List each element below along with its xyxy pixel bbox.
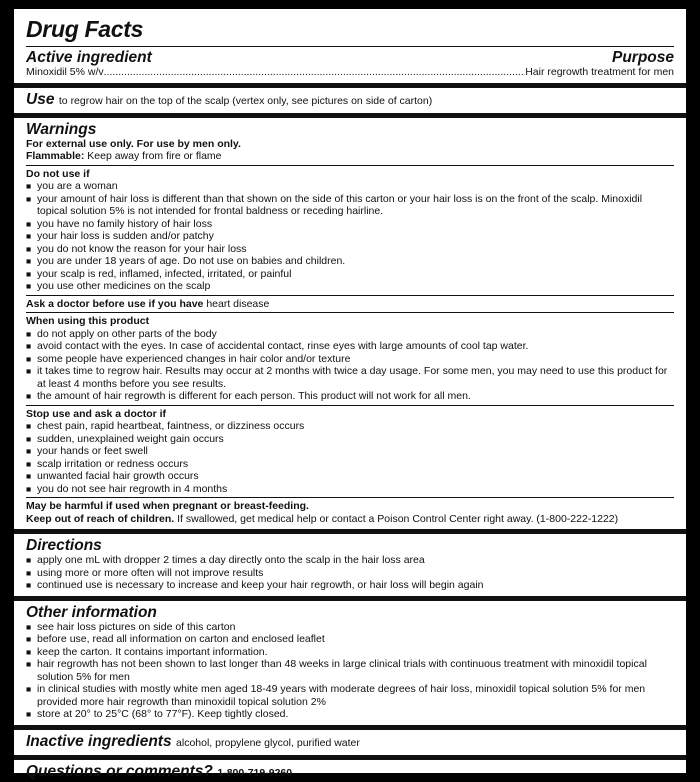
ask-doctor-text: heart disease	[206, 297, 270, 310]
divider	[26, 497, 674, 498]
list-item: ■ the amount of hair regrowth is different for each person. This product will not work for all men.	[26, 390, 674, 403]
list-item: ■ hair regrowth has not been shown to last longer than 48 weeks in large clinical trials with continuous treatment with minoxidil topical solution 5% for men	[26, 658, 674, 683]
list-item: ■ using more or more often will not improve results	[26, 567, 674, 580]
keep-out-warning	[26, 513, 674, 526]
section-divider	[14, 113, 686, 118]
list-item: ■ you are a woman	[26, 180, 674, 193]
list-item: ■ scalp irritation or redness occurs	[26, 458, 674, 471]
list-item: ■ keep the carton. It contains important information.	[26, 646, 674, 659]
flammable-warning	[26, 150, 674, 163]
inactive-ingredients-heading: Inactive ingredients	[26, 732, 172, 750]
use-text: to regrow hair on the top of the scalp (vertex only, see pictures on side of carton)	[58, 94, 433, 107]
list-item: ■ you have no family history of hair loss	[26, 218, 674, 231]
list-item: ■ your scalp is red, inflamed, infected, irritated, or painful	[26, 268, 674, 281]
keep-out-text: If swallowed, get medical help or contact a Poison Control Center right away. (1-800-222-1222)	[177, 512, 619, 525]
stop-use-list	[26, 420, 674, 495]
list-item: ■ before use, read all information on carton and enclosed leaflet	[26, 633, 674, 646]
external-use-warning: For external use only. For use by men only.	[26, 137, 241, 150]
inactive-ingredients-text: alcohol, propylene glycol, purified water	[176, 736, 360, 749]
list-item: ■ see hair loss pictures on side of this carton	[26, 621, 674, 634]
list-item: ■ your amount of hair loss is different than that shown on the side of this carton or your hair loss is on the front of the scalp. Minoxidil topical solution 5% is not intended for frontal baldness or receding hairline.	[26, 193, 674, 218]
list-item: ■ you use other medicines on the scalp	[26, 280, 674, 293]
questions-heading: Questions or comments?	[26, 762, 213, 780]
list-item: ■ do not apply on other parts of the body	[26, 328, 674, 341]
list-item: ■ your hair loss is sudden and/or patchy	[26, 230, 674, 243]
use-section	[26, 91, 674, 109]
directions-section	[26, 537, 674, 592]
inactive-ingredients-section	[26, 733, 674, 751]
divider	[26, 295, 674, 296]
section-divider	[14, 596, 686, 601]
section-divider	[14, 83, 686, 88]
section-divider	[14, 725, 686, 730]
active-ingredient-row	[26, 66, 674, 79]
list-item: ■ you do not see hair regrowth in 4 months	[26, 483, 674, 496]
active-ingredient-header	[26, 49, 674, 66]
list-item: ■ your hands or feet swell	[26, 445, 674, 458]
flammable-label: Flammable:	[26, 150, 85, 162]
other-information-heading: Other information	[26, 603, 157, 621]
list-item: ■ in clinical studies with mostly white men aged 18-49 years with moderate degrees of hair loss, minoxidil topical solution 5% for men provided more hair regrowth than minoxidil topical solution 2%	[26, 683, 674, 708]
warnings-heading: Warnings	[26, 120, 97, 138]
list-item: ■ some people have experienced changes in hair color and/or texture	[26, 353, 674, 366]
list-item: ■ continued use is necessary to increase and keep your hair regrowth, or hair loss will begin again	[26, 579, 674, 592]
list-item: ■ you are under 18 years of age. Do not use on babies and children.	[26, 255, 674, 268]
directions-list	[26, 554, 674, 592]
list-item: ■ avoid contact with the eyes. In case of accidental contact, rinse eyes with large amounts of cool tap water.	[26, 340, 674, 353]
warnings-section	[26, 121, 674, 526]
active-ingredient-purpose: Hair regrowth treatment for men	[525, 66, 674, 78]
divider	[26, 46, 674, 47]
divider	[26, 312, 674, 313]
active-ingredient-heading: Active ingredient	[26, 49, 152, 66]
section-divider	[14, 755, 686, 760]
use-heading: Use	[26, 90, 55, 108]
keep-out-label: Keep out of reach of children.	[26, 512, 175, 525]
ask-doctor-label: Ask a doctor before use if you have	[26, 297, 204, 310]
directions-heading: Directions	[26, 537, 102, 554]
do-not-use-list	[26, 180, 674, 293]
other-information-section	[26, 604, 674, 721]
flammable-text: Keep away from fire or flame	[87, 150, 222, 162]
list-item: ■ you do not know the reason for your hair loss	[26, 243, 674, 256]
when-using-list	[26, 328, 674, 403]
questions-phone: 1-800-719-9260	[217, 766, 293, 779]
list-item: ■ chest pain, rapid heartbeat, faintness, or dizziness occurs	[26, 420, 674, 433]
drug-facts-title: Drug Facts	[26, 16, 144, 42]
purpose-heading: Purpose	[611, 49, 674, 66]
list-item: ■ it takes time to regrow hair. Results may occur at 2 months with twice a day usage. For some men, you may need to use this product for at least 4 months before you see results.	[26, 365, 674, 390]
list-item: ■ apply one mL with dropper 2 times a day directly onto the scalp in the hair loss area	[26, 554, 674, 567]
list-item: ■ unwanted facial hair growth occurs	[26, 470, 674, 483]
drug-facts-panel	[14, 9, 686, 780]
divider	[26, 405, 674, 406]
list-item: ■ sudden, unexplained weight gain occurs	[26, 433, 674, 446]
other-information-list	[26, 621, 674, 721]
do-not-use-heading: Do not use if	[26, 167, 90, 180]
divider	[26, 165, 674, 166]
pregnancy-warning: May be harmful if used when pregnant or breast-feeding.	[26, 500, 309, 512]
when-using-heading: When using this product	[26, 315, 150, 327]
active-ingredient-name: Minoxidil 5% w/v	[26, 66, 104, 78]
questions-section	[26, 763, 674, 781]
dot-leader	[104, 66, 526, 79]
list-item: ■ store at 20° to 25°C (68° to 77°F). Keep tightly closed.	[26, 708, 674, 721]
ask-doctor-line	[26, 298, 674, 311]
section-divider	[14, 529, 686, 534]
stop-use-heading: Stop use and ask a doctor if	[26, 407, 167, 420]
